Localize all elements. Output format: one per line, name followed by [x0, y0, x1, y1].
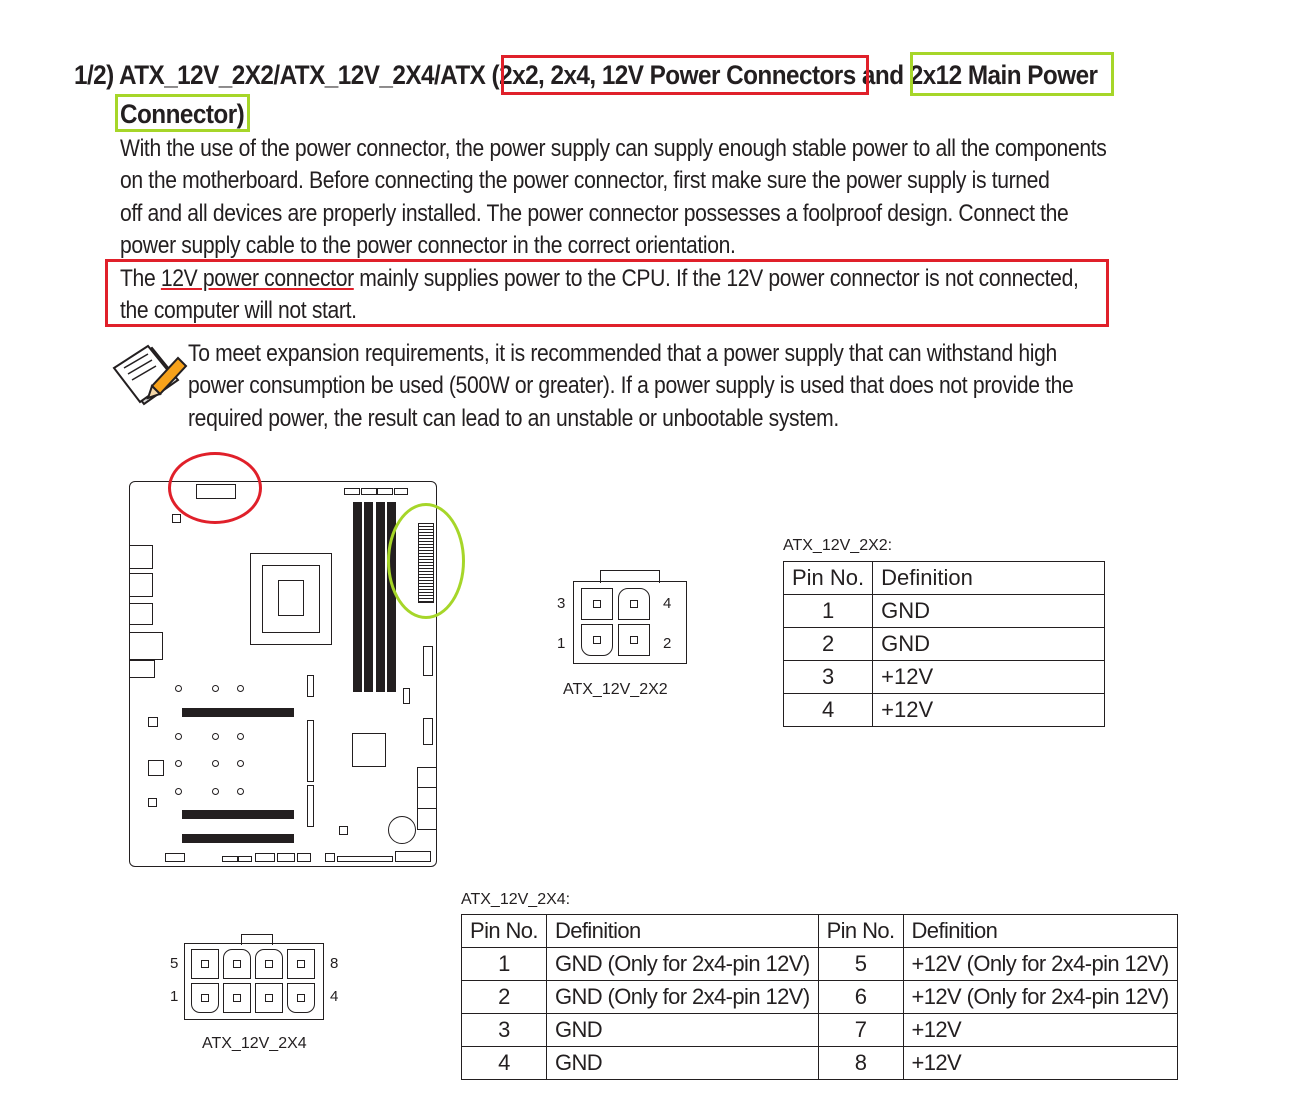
- cell: +12V: [903, 1014, 1177, 1047]
- header-definition: Definition: [546, 915, 818, 948]
- green-highlight-title-2: [115, 94, 250, 132]
- cell: 2: [462, 981, 547, 1014]
- cell: 8: [818, 1047, 903, 1080]
- cell: 6: [818, 981, 903, 1014]
- pin-label-3: 3: [557, 595, 566, 612]
- pin-label-4: 4: [330, 988, 339, 1005]
- note-line-2: power consumption be used (500W or greater). If a power supply is used that does not provide the: [188, 372, 1074, 399]
- cell: 3: [784, 661, 873, 694]
- red-highlight-title: [501, 55, 869, 95]
- pin-label-1: 1: [557, 635, 566, 652]
- cell: +12V: [873, 661, 1105, 694]
- note-pencil-icon: [108, 342, 188, 408]
- table-header-row: [784, 562, 1105, 595]
- title-highlight-red: 2x2, 2x4, 12V Power Connectors: [499, 60, 856, 90]
- section-number: 1/2): [74, 60, 114, 90]
- note-line-3: required power, the result can lead to an unstable or unbootable system.: [188, 405, 839, 432]
- pin-label-8: 8: [330, 955, 339, 972]
- cell: GND (Only for 2x4-pin 12V): [546, 948, 818, 981]
- title-part2: and: [861, 60, 904, 90]
- table-row: [784, 628, 1105, 661]
- table-row: [784, 595, 1105, 628]
- cell: +12V (Only for 2x4-pin 12V): [903, 981, 1177, 1014]
- body-line-3: off and all devices are properly installed. The power connector possesses a foolproof design. Connect the: [120, 200, 1069, 227]
- pin-label-5: 5: [170, 955, 179, 972]
- connector-2x4-caption: ATX_12V_2X4: [202, 1035, 307, 1052]
- header-pin-no: Pin No.: [784, 562, 873, 595]
- cell: GND: [546, 1014, 818, 1047]
- table-row: [784, 661, 1105, 694]
- table-header-row: [462, 915, 1178, 948]
- pin-label-1: 1: [170, 988, 179, 1005]
- cell: 5: [818, 948, 903, 981]
- table-row: [462, 1047, 1178, 1080]
- cell: GND: [546, 1047, 818, 1080]
- table-2x2-title: ATX_12V_2X2:: [783, 537, 893, 554]
- cell: +12V (Only for 2x4-pin 12V): [903, 948, 1177, 981]
- note-line-1: To meet expansion requirements, it is recommended that a power supply that can withstand high: [188, 340, 1057, 367]
- title-highlight-green-2: Connector): [120, 99, 245, 129]
- cell: 4: [462, 1047, 547, 1080]
- table-2x4: [461, 914, 1178, 1080]
- underlined-12v-connector: 12V power connector: [160, 265, 354, 292]
- body-line-4: power supply cable to the power connector in the correct orientation.: [120, 232, 736, 259]
- table-row: [462, 1014, 1178, 1047]
- highlight-line-2: the computer will not start.: [120, 297, 357, 324]
- cell: GND (Only for 2x4-pin 12V): [546, 981, 818, 1014]
- cell: 3: [462, 1014, 547, 1047]
- body-line-1: With the use of the power connector, the power supply can supply enough stable power to all the components: [120, 135, 1107, 162]
- table-row: [462, 981, 1178, 1014]
- body-line-2: on the motherboard. Before connecting the power connector, first make sure the power supply is turned: [120, 167, 1050, 194]
- cell: 2: [784, 628, 873, 661]
- cell: 4: [784, 694, 873, 727]
- table-row: [784, 694, 1105, 727]
- header-definition-2: Definition: [903, 915, 1177, 948]
- red-highlight-paragraph: [105, 259, 1109, 327]
- cell: 7: [818, 1014, 903, 1047]
- green-circle-atx-main: [387, 503, 465, 619]
- highlight-suffix: mainly supplies power to the CPU. If the 12V power connector is not connected,: [353, 265, 1079, 292]
- cell: +12V: [903, 1047, 1177, 1080]
- header-definition: Definition: [873, 562, 1105, 595]
- header-pin-no: Pin No.: [462, 915, 547, 948]
- table-row: [462, 948, 1178, 981]
- pin-label-2: 2: [663, 635, 672, 652]
- red-circle-cpu-power: [168, 452, 262, 524]
- cell: 1: [462, 948, 547, 981]
- cell: GND: [873, 595, 1105, 628]
- connector-2x2-caption: ATX_12V_2X2: [563, 681, 668, 698]
- green-highlight-title-1: [910, 52, 1114, 96]
- table-2x2: [783, 561, 1105, 727]
- cell: GND: [873, 628, 1105, 661]
- cell: +12V: [873, 694, 1105, 727]
- highlight-prefix: The: [120, 265, 161, 292]
- table-2x4-title: ATX_12V_2X4:: [461, 891, 571, 908]
- pin-label-4: 4: [663, 595, 672, 612]
- cell: 1: [784, 595, 873, 628]
- section-title-part1: ATX_12V_2X2/ATX_12V_2X4/ATX (: [119, 60, 500, 90]
- title-highlight-green-1: 2x12 Main Power: [909, 60, 1098, 90]
- header-pin-no-2: Pin No.: [818, 915, 903, 948]
